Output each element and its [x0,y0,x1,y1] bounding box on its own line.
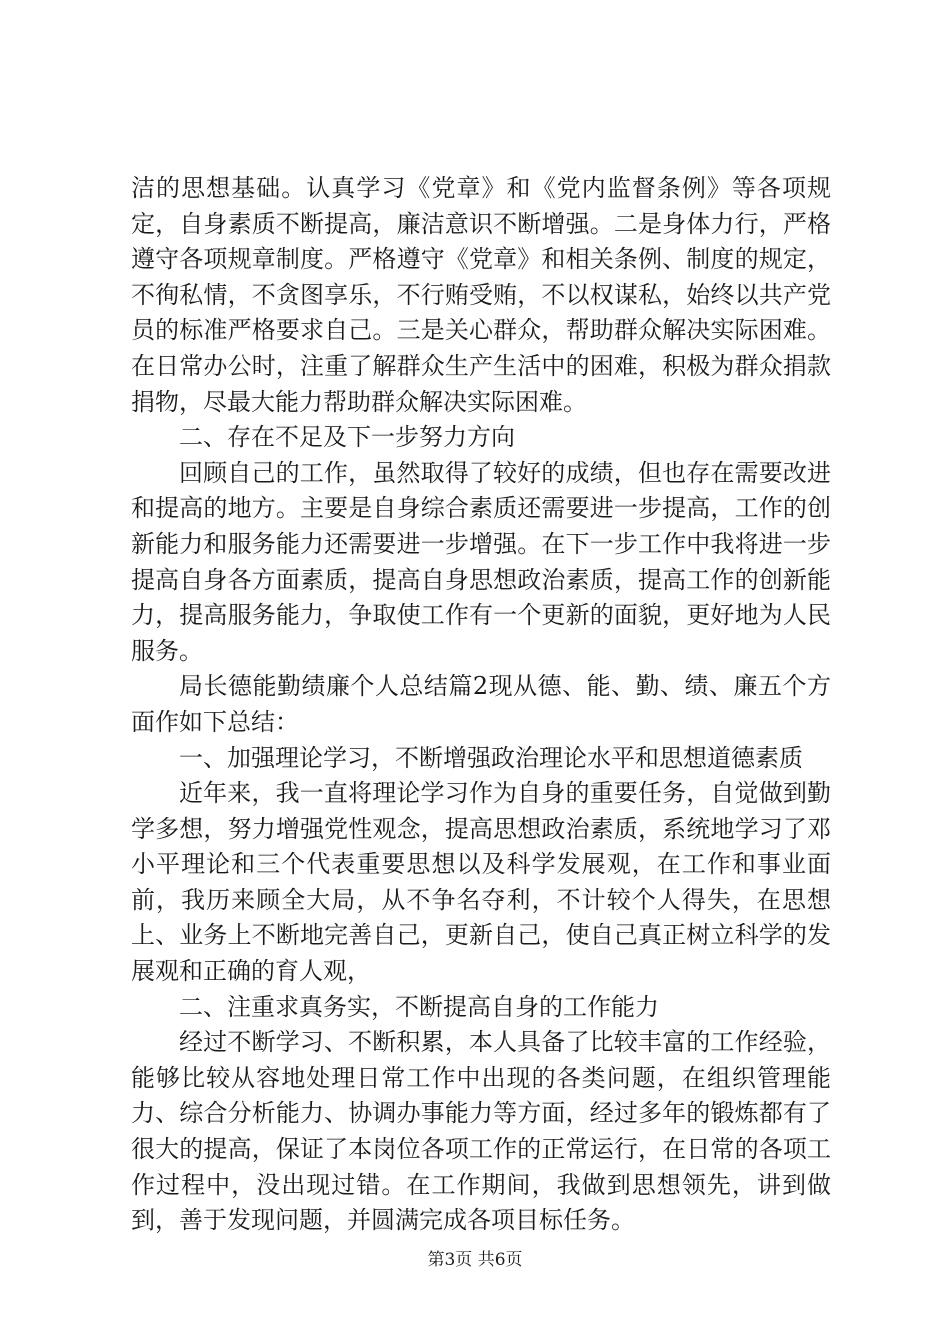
paragraph-review: 回顾自己的工作，虽然取得了较好的成绩，但也存在需要改进和提高的地方。主要是自身综合素质还需要进一步提高，工作的创新能力和服务能力还需要进一步增强。在下一步工作中我将进一步提高自身各方面素质，提高自身思想政治素质，提高工作的创新能力，提高服务能力，争取使工作有一个更新的面貌，更好地为人民服务。 [131,458,831,665]
section-heading-shortcomings: 二、存在不足及下一步努力方向 [179,423,515,452]
page-number-footer: 第3页 共6页 [427,1250,523,1270]
document-body [131,171,831,1239]
paragraph-theory-study: 近年来，我一直将理论学习作为自身的重要任务，自觉做到勤学多想，努力增强党性观念，提高思想政治素质，系统地学习了邓小平理论和三个代表重要思想以及科学发展观，在工作和事业面前，我历来顾全大局，从不争名夺利，不计较个人得失，在思想上、业务上不断地完善自己，更新自己，使自己真正树立科学的发展观和正确的育人观， [131,779,831,986]
paragraph-work-ability: 经过不断学习、不断积累，本人具备了比较丰富的工作经验，能够比较从容地处理日常工作中出现的各类问题，在组织管理能力、综合分析能力、协调办事能力等方面，经过多年的锻炼都有了很大的提高，保证了本岗位各项工作的正常运行，在日常的各项工作过程中，没出现过错。在工作期间，我做到思想领先，讲到做到，善于发现问题，并圆满完成各项目标任务。 [131,1028,831,1235]
section-heading-work-ability: 二、注重求真务实，不断提高自身的工作能力 [179,992,659,1021]
section-heading-theory-study: 一、加强理论学习，不断增强政治理论水平和思想道德素质 [179,743,803,772]
paragraph-continuation: 洁的思想基础。认真学习《党章》和《党内监督条例》等各项规定，自身素质不断提高，廉洁意识不断增强。二是身体力行，严格遵守各项规章制度。严格遵守《党章》和相关条例、制度的规定，不徇私情，不贪图享乐，不行贿受贿，不以权谋私，始终以共产党员的标准严格要求自己。三是关心群众，帮助群众解决实际困难。在日常办公时，注重了解群众生产生活中的困难，积极为群众捐款捐物，尽最大能力帮助群众解决实际困难。 [131,174,831,416]
paragraph-summary-intro: 局长德能勤绩廉个人总结篇2现从德、能、勤、绩、廉五个方面作如下总结： [131,672,831,736]
